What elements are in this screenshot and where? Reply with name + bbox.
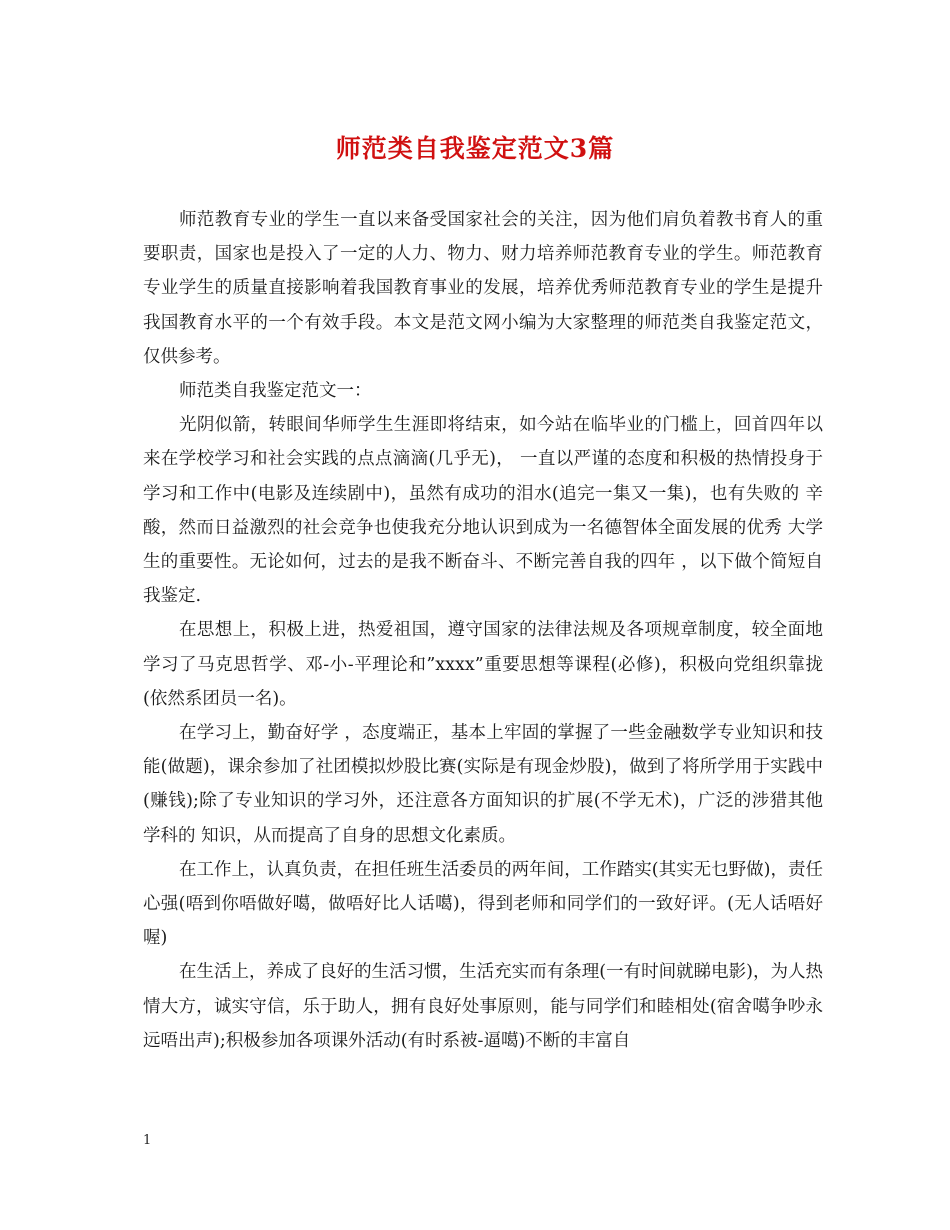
paragraph-study: 在学习上，勤奋好学 ，态度端正，基本上牢固的掌握了一些金融数学专业知识和技能(做题)，课余参加了社团模拟炒股比赛(实际是有现金炒股)，做到了将所学用于实践中(赚钱);除了专业知识的学习外，还注意各方面知识的扩展(不学无术)，广泛的涉猎其他学科的 知识，从而提高了自身的思想文化素质。 bbox=[143, 723, 823, 846]
paragraph-section-heading: 师范类自我鉴定范文一： bbox=[179, 381, 372, 402]
page-number: 1 bbox=[143, 1133, 152, 1148]
paragraph-life: 在生活上，养成了良好的生活习惯，生活充实而有条理(一有时间就睇电影)，为人热情大方，诚实守信，乐于助人，拥有良好处事原则，能与同学们和睦相处(宿舍噶争吵永远唔出声);积极参加各项课外活动(有时系被-逼噶)不断的丰富自 bbox=[143, 962, 823, 1051]
document-body bbox=[143, 203, 823, 1058]
paragraph-thought: 在思想上，积极上进，热爱祖国，遵守国家的法律法规及各项规章制度，较全面地学习了马克思哲学、邓-小-平理论和”xxxx”重要思想等课程(必修)，积极向党组织靠拢(依然系团员一名)。 bbox=[143, 620, 823, 709]
paragraph-work: 在工作上，认真负责，在担任班生活委员的两年间，工作踏实(其实无乜野做)，责任心强(唔到你唔做好噶，做唔好比人话噶)，得到老师和同学们的一致好评。(无人话唔好喔) bbox=[143, 859, 823, 949]
paragraph-summary: 光阴似箭，转眼间华师学生生涯即将结束，如今站在临毕业的门槛上，回首四年以来在学校学习和社会实践的点点滴滴(几乎无)， 一直以严谨的态度和积极的热情投身于学习和工作中(电影及连续剧中)，虽然有成功的泪水(追完一集又一集)，也有失败的 辛酸，然而日益激烈的社会竞争也使我充分地认识到成为一名德智体全面发展的优秀 大学生的重要性。无论如何，过去的是我不断奋斗、不断完善自我的四年 ，以下做个简短自我鉴定. bbox=[143, 415, 823, 607]
paragraph-intro: 师范教育专业的学生一直以来备受国家社会的关注，因为他们肩负着教书育人的重要职责，国家也是投入了一定的人力、物力、财力培养师范教育专业的学生。师范教育专业学生的质量直接影响着我国教育事业的发展，培养优秀师范教育专业的学生是提升我国教育水平的一个有效手段。本文是范文网小编为大家整理的师范类自我鉴定范文，仅供参考。 bbox=[143, 210, 823, 367]
document-title: 师范类自我鉴定范文3篇 bbox=[335, 134, 615, 163]
